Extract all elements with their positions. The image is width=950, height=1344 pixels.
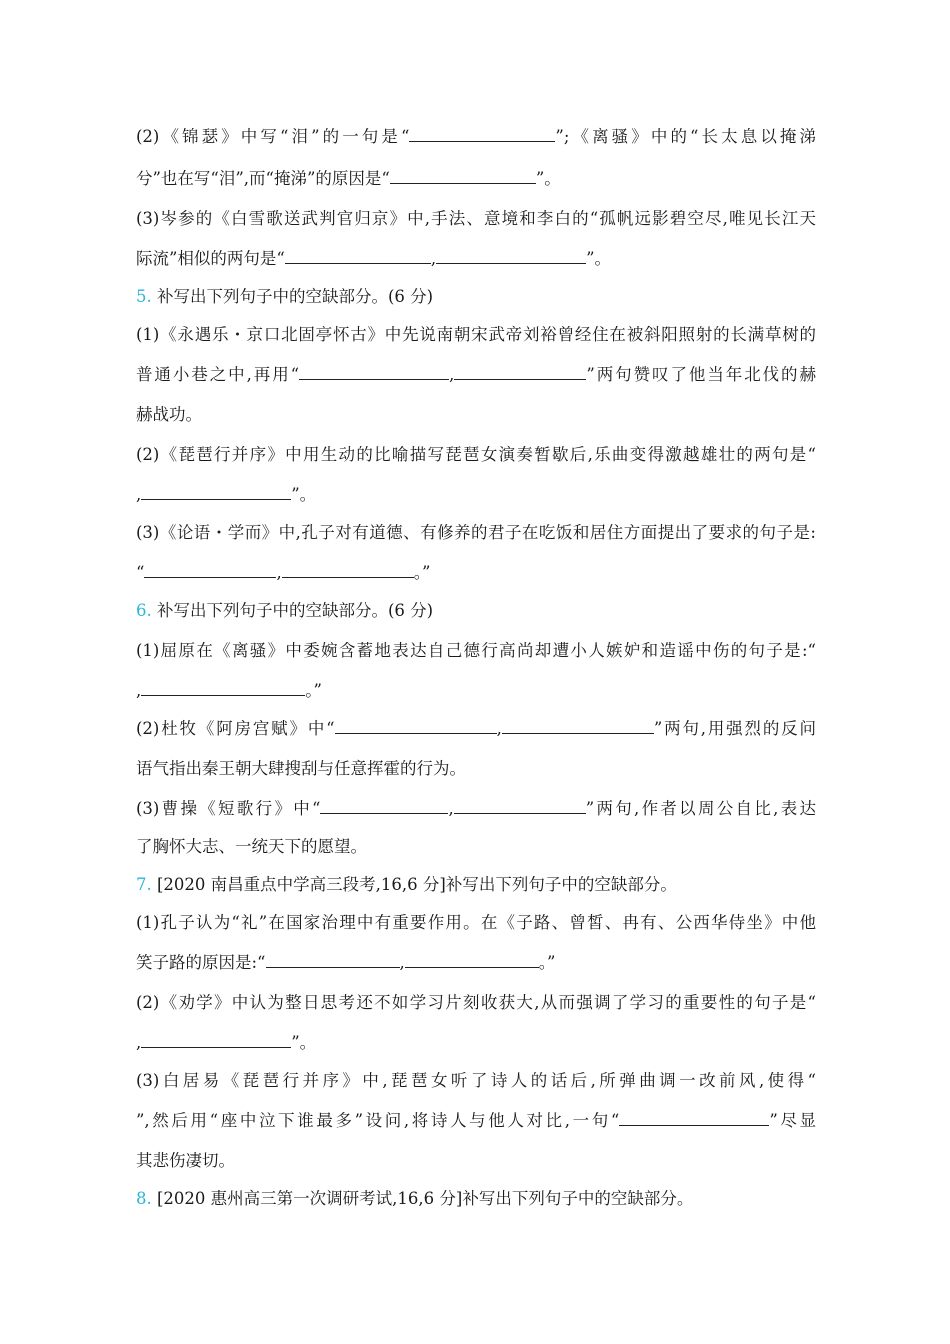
line-text: 际流”相似的两句是“ xyxy=(136,249,285,268)
line-text: (3)《论语・学而》中,孔子对有道德、有修养的君子在吃饭和居住方面提出了要求的句子是: xyxy=(136,523,816,542)
line-text: (1)屈原在《离骚》中委婉含蓄地表达自己德行高尚却遭小人嫉妒和造谣中伤的句子是:“ xyxy=(136,641,816,660)
line-text: , xyxy=(136,681,142,700)
line-text: 补写出下列句子中的空缺部分。(6 分) xyxy=(157,601,434,620)
line-text: (3)白居易《琵琶行并序》中,琵琶女听了诗人的话后,所弹曲调一改前风,使得“ xyxy=(136,1071,816,1090)
line-text: ”。 xyxy=(291,1033,317,1052)
line-text: 普通小巷之中,再用“ xyxy=(136,365,300,384)
text-line xyxy=(136,126,816,148)
line-text: 补写出下列句子中的空缺部分。(6 分) xyxy=(157,287,434,306)
line-text: (3)岑参的《白雪歌送武判官归京》中,手法、意境和李白的“孤帆远影碧空尽,唯见长江天 xyxy=(136,209,816,228)
text-line xyxy=(136,1032,816,1054)
text-line xyxy=(136,168,816,190)
text-line xyxy=(136,404,816,426)
answer-blank[interactable] xyxy=(409,127,555,142)
answer-blank[interactable] xyxy=(144,563,276,578)
answer-blank[interactable] xyxy=(335,719,497,734)
line-text: (1)《永遇乐・京口北固亭怀古》中先说南朝宋武帝刘裕曾经住在被斜阳照射的长满草树的 xyxy=(136,325,816,344)
line-text: (1)孔子认为“礼”在国家治理中有重要作用。在《子路、曾皙、冉有、公西华侍坐》中他 xyxy=(136,913,816,932)
text-line xyxy=(136,444,816,466)
line-text: ”。 xyxy=(535,169,561,188)
line-text: , xyxy=(136,1033,142,1052)
text-line xyxy=(136,324,816,346)
line-text: , xyxy=(448,799,454,818)
line-text: (2)《劝学》中认为整日思考还不如学习片刻收获大,从而强调了学习的重要性的句子是“ xyxy=(136,993,816,1012)
text-line xyxy=(136,680,816,702)
question-number: 8. xyxy=(136,1189,157,1208)
text-line xyxy=(136,484,816,506)
text-line xyxy=(136,952,816,974)
line-text: 。” xyxy=(413,563,431,582)
line-text: , xyxy=(399,953,405,972)
answer-blank[interactable] xyxy=(141,485,291,500)
line-text: ”。 xyxy=(586,249,612,268)
question-number: 7. xyxy=(136,875,157,894)
line-text: 兮”也在写“泪”,而“掩涕”的原因是“ xyxy=(136,169,390,188)
line-text: ”两句赞叹了他当年北伐的赫 xyxy=(586,365,816,384)
line-text: , xyxy=(449,365,455,384)
text-line xyxy=(136,836,816,858)
text-line xyxy=(136,208,816,230)
line-text: , xyxy=(136,485,142,504)
text-line xyxy=(136,364,816,386)
answer-blank[interactable] xyxy=(390,169,536,184)
question-number: 5. xyxy=(136,287,157,306)
line-text: 笑子路的原因是:“ xyxy=(136,953,266,972)
text-line xyxy=(136,1188,816,1210)
text-line xyxy=(136,1070,816,1092)
line-text: 语气指出秦王朝大肆搜刮与任意挥霍的行为。 xyxy=(136,759,466,778)
answer-blank[interactable] xyxy=(454,799,586,814)
line-text: (2)《锦瑟》中写“泪”的一句是“ xyxy=(136,127,410,146)
line-text: ”两句,用强烈的反问 xyxy=(653,719,817,738)
line-text: [2020 南昌重点中学高三段考,16,6 分]补写出下列句子中的空缺部分。 xyxy=(157,875,677,894)
answer-blank[interactable] xyxy=(285,249,431,264)
text-line xyxy=(136,1110,816,1132)
text-line xyxy=(136,248,816,270)
line-text: 。” xyxy=(538,953,556,972)
text-line xyxy=(136,522,816,544)
line-text: ”,然后用“座中泣下谁最多”设问,将诗人与他人对比,一句“ xyxy=(136,1111,620,1130)
text-line xyxy=(136,992,816,1014)
answer-blank[interactable] xyxy=(282,563,414,578)
text-line xyxy=(136,798,816,820)
line-text: , xyxy=(276,563,282,582)
text-line xyxy=(136,718,816,740)
line-text: (3)曹操《短歌行》中“ xyxy=(136,799,321,818)
text-line xyxy=(136,874,816,896)
line-text: 其悲伤凄切。 xyxy=(136,1151,235,1170)
line-text: [2020 惠州高三第一次调研考试,16,6 分]补写出下列句子中的空缺部分。 xyxy=(157,1189,694,1208)
answer-blank[interactable] xyxy=(299,365,449,380)
line-text: (2)《琵琶行并序》中用生动的比喻描写琵琶女演奏暂歇后,乐曲变得激越雄壮的两句是“ xyxy=(136,445,816,464)
line-text: 赫战功。 xyxy=(136,405,202,424)
text-line xyxy=(136,286,816,308)
text-line xyxy=(136,562,816,584)
answer-blank[interactable] xyxy=(141,1033,291,1048)
line-text: , xyxy=(430,249,437,268)
line-text: (2)杜牧《阿房宫赋》中“ xyxy=(136,719,335,738)
answer-blank[interactable] xyxy=(266,953,400,968)
text-line xyxy=(136,600,816,622)
line-text: ”;《离骚》中的“长太息以掩涕 xyxy=(555,127,816,146)
text-line xyxy=(136,758,816,780)
question-number: 6. xyxy=(136,601,157,620)
text-line xyxy=(136,912,816,934)
answer-blank[interactable] xyxy=(405,953,539,968)
answer-blank[interactable] xyxy=(454,365,586,380)
text-line xyxy=(136,640,816,662)
answer-blank[interactable] xyxy=(502,719,654,734)
answer-blank[interactable] xyxy=(436,249,586,264)
line-text: ”。 xyxy=(291,485,317,504)
line-text: 。” xyxy=(305,681,322,700)
line-text: “ xyxy=(136,563,145,582)
answer-blank[interactable] xyxy=(619,1111,769,1126)
answer-blank[interactable] xyxy=(141,681,305,696)
answer-blank[interactable] xyxy=(320,799,448,814)
line-text: 了胸怀大志、一统天下的愿望。 xyxy=(136,837,367,856)
line-text: , xyxy=(496,719,502,738)
line-text: ”尽显 xyxy=(769,1111,816,1130)
line-text: ”两句,作者以周公自比,表达 xyxy=(585,799,816,818)
text-line xyxy=(136,1150,816,1172)
